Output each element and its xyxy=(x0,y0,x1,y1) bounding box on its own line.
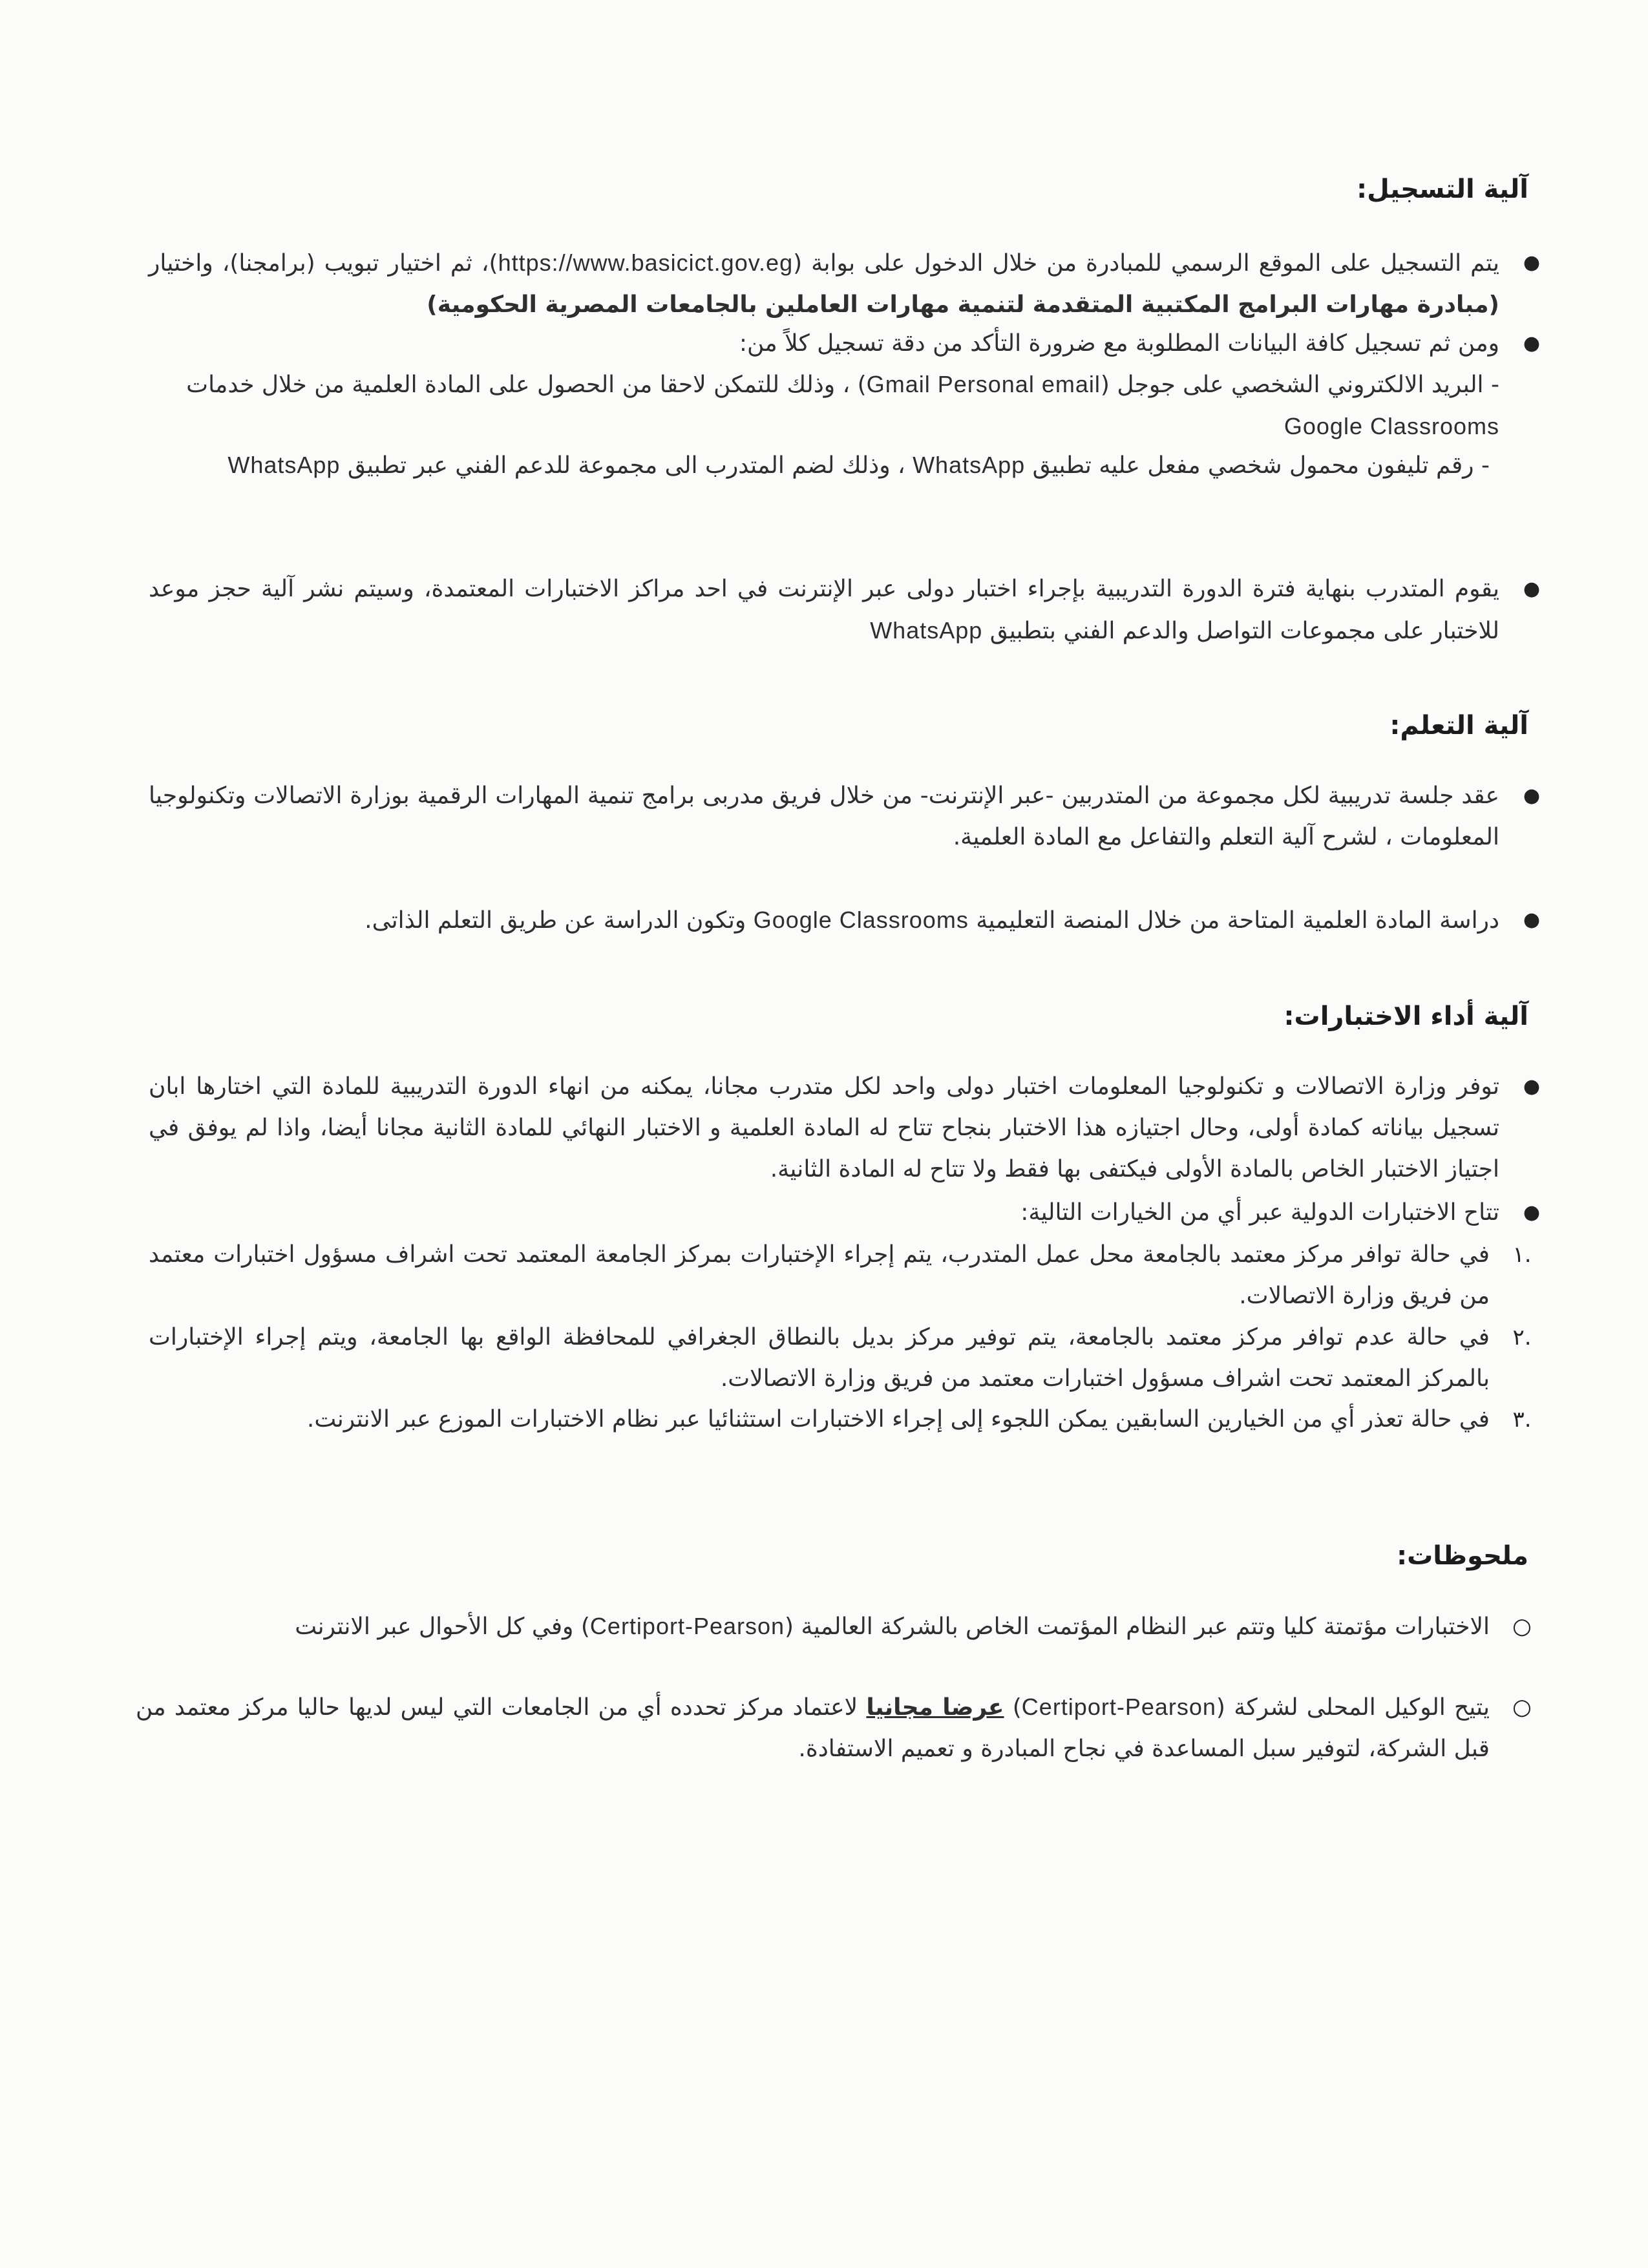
notes-heading: ملحوظات: xyxy=(1397,1541,1528,1571)
registration-item-3: ● يقوم المتدرب بنهاية فترة الدورة التدريبية بإجراء اختبار دولى عبر الإنترنت في احد مراكز الاختبارات المعتمدة، وسيتم نشر آلية حجز موعد للاختبار على مجموعات التواصل والدعم الفني بتطبيق WhatsApp xyxy=(149,569,1499,652)
bullet-icon: ● xyxy=(1523,251,1541,274)
exams-option-1: .١ في حالة توافر مركز معتمد بالجامعة محل عمل المتدرب، يتم إجراء الإختبارات بمركز الجامعة المعتمد تحت اشراف مسؤول اختبارات معتمد من فريق وزارة الاتصالات. xyxy=(149,1241,1532,1309)
exams-option-2: .٢ في حالة عدم توافر مركز معتمد بالجامعة، يتم توفير مركز بديل بالنطاق الجغرافي للمحافظة الواقع بها الجامعة، ويتم إجراء الإختبارات بالمركز المعتمد تحت اشراف مسؤول اختبارات معتمد من فريق وزارة الاتصالات. xyxy=(149,1324,1532,1392)
notes-item-1: ○ الاختبارات مؤتمتة كليا وتتم عبر النظام المؤتمت الخاص بالشركة العالمية (Certiport-Pearson) وفي كل الأحوال عبر الانترنت xyxy=(155,1606,1490,1648)
learning-item-2: ● دراسة المادة العلمية المتاحة من خلال المنصة التعليمية Google Classrooms وتكون الدراسة عن طريق التعلم الذاتى. xyxy=(149,899,1499,941)
exams-option-3: .٣ في حالة تعذر أي من الخيارين السابقين يمكن اللجوء إلى إجراء الاختبارات استثنائيا عبر نظام الاختبارات الموزع عبر الانترنت. xyxy=(306,1406,1532,1433)
bullet-icon: ● xyxy=(1523,1075,1541,1098)
exams-item-1: ● توفر وزارة الاتصالات و تكنولوجيا المعلومات اختبار دولى واحد لكل متدرب مجانا، يمكنه من انهاء الدورة التدريبية للمادة التي اختارها ابان تسجيل بياناته كمادة أولى، وحال اجتيازه هذا الاختبار بنجاح تتاح له المادة العلمية و الاختبار النهائي للمادة الثانية مجانا أيضا، واذا لم يوفق في اجتياز الاختبار الخاص بالمادة الأولى فيكتفى بها فقط ولا تتاح له المادة الثانية. xyxy=(149,1066,1499,1190)
circle-bullet-icon: ○ xyxy=(1512,1694,1532,1720)
registration-sub-email: - البريد الالكتروني الشخصي على جوجل (Gmail Personal email) ، وذلك للتمكن لاحقا من الحصول على المادة العلمية من خلال خدمات Google Classrooms xyxy=(186,371,1499,439)
registration-sub-phone: - رقم تليفون محمول شخصي مفعل عليه تطبيق WhatsApp ، وذلك لضم المتدرب الى مجموعة للدعم الفني عبر تطبيق WhatsApp xyxy=(227,452,1490,479)
learning-heading: آلية التعلم: xyxy=(1389,711,1528,740)
exams-heading: آلية أداء الاختبارات: xyxy=(1284,1002,1528,1031)
circle-bullet-icon: ○ xyxy=(1512,1613,1532,1639)
notes-item-2: ○ يتيح الوكيل المحلى لشركة (Certiport-Pearson) عرضا مجانيا لاعتماد مركز تحدده أي من الجامعات التي ليس لديها حاليا مركز معتمد من قبل الشركة، لتوفير سبل المساعدة في نجاح المبادرة و تعميم الاستفادة. xyxy=(136,1686,1490,1770)
registration-heading: آلية التسجيل: xyxy=(1357,174,1528,204)
exams-item-2: ● تتاح الاختبارات الدولية عبر أي من الخيارات التالية: xyxy=(149,1192,1499,1234)
bullet-icon: ● xyxy=(1523,332,1541,355)
free-offer-emphasis: عرضا مجانيا xyxy=(866,1694,1004,1721)
learning-item-1: ● عقد جلسة تدريبية لكل مجموعة من المتدربين -عبر الإنترنت- من خلال فريق مدربى برامج تنمية المهارات الرقمية بوزارة الاتصالات وتكنولوجيا المعلومات ، لشرح آلية التعلم والتفاعل مع المادة العلمية. xyxy=(149,775,1499,858)
bullet-icon: ● xyxy=(1523,784,1541,807)
bullet-icon: ● xyxy=(1523,1201,1541,1224)
bullet-icon: ● xyxy=(1523,578,1541,600)
portal-link[interactable]: https://www.basicict.gov.eg xyxy=(498,249,794,276)
registration-item-2: ● ومن ثم تسجيل كافة البيانات المطلوبة مع ضرورة التأكد من دقة تسجيل كلاً من: xyxy=(149,323,1499,364)
registration-item-1: ● يتم التسجيل على الموقع الرسمي للمبادرة من خلال الدخول على بوابة (https://www.basicict.gov.eg)، ثم اختيار تبويب (برامجنا)، واختيار (مبادرة مهارات البرامج المكتبية المتقدمة لتنمية مهارات العاملين بالجامعات المصرية الحكومية) xyxy=(149,242,1499,326)
bullet-icon: ● xyxy=(1523,908,1541,931)
